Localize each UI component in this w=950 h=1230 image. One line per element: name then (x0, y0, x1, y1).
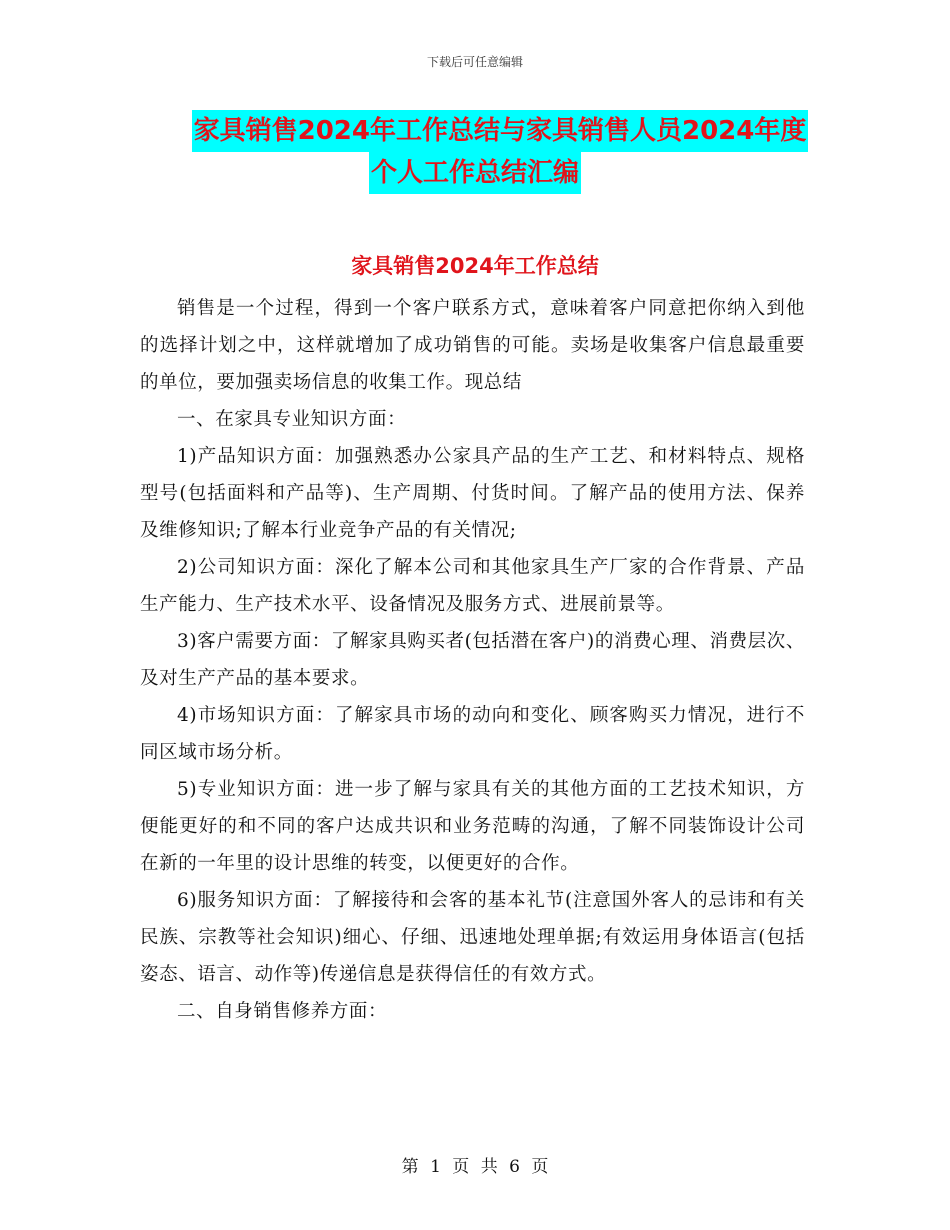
document-title (0, 110, 950, 194)
paragraph: 一、在家具专业知识方面： (177, 409, 407, 430)
paragraph: 4)市场知识方面：了解家具市场的动向和变化、顾客购买力情况，进行不同区域市场分析。 (140, 705, 805, 763)
page-footer: 第 1 页 共 6 页 (401, 1157, 549, 1177)
paragraph: 1)产品知识方面：加强熟悉办公家具产品的生产工艺、和材料特点、规格型号(包括面料和产品等)、生产周期、付货时间。了解产品的使用方法、保养及维修知识;了解本行业竞争产品的有关情况; (140, 446, 805, 541)
title-line-2: 个人工作总结汇编 (369, 152, 581, 194)
paragraph: 6)服务知识方面：了解接待和会客的基本礼节(注意国外客人的忌讳和有关民族、宗教等社会知识)细心、仔细、迅速地处理单据;有效运用身体语言(包括姿态、语言、动作等)传递信息是获得信任的有效方式。 (140, 890, 805, 985)
paragraph: 2)公司知识方面：深化了解本公司和其他家具生产厂家的合作背景、产品生产能力、生产技术水平、设备情况及服务方式、进展前景等。 (140, 557, 805, 615)
document-body (140, 290, 805, 1030)
title-line-1: 家具销售2024年工作总结与家具销售人员2024年度 (192, 110, 809, 152)
paragraph: 销售是一个过程，得到一个客户联系方式，意味着客户同意把你纳入到他的选择计划之中，这样就增加了成功销售的可能。卖场是收集客户信息最重要的单位，要加强卖场信息的收集工作。现总结 (140, 298, 805, 393)
paragraph: 3)客户需要方面：了解家具购买者(包括潜在客户)的消费心理、消费层次、及对生产产品的基本要求。 (140, 631, 805, 689)
paragraph: 5)专业知识方面：进一步了解与家具有关的其他方面的工艺技术知识，方便能更好的和不同的客户达成共识和业务范畴的沟通，了解不同装饰设计公司在新的一年里的设计思维的转变，以便更好的合作。 (140, 779, 805, 874)
paragraph: 二、自身销售修养方面： (177, 1001, 388, 1022)
section-title: 家具销售2024年工作总结 (351, 254, 599, 278)
header-note: 下载后可任意编辑 (426, 55, 523, 69)
